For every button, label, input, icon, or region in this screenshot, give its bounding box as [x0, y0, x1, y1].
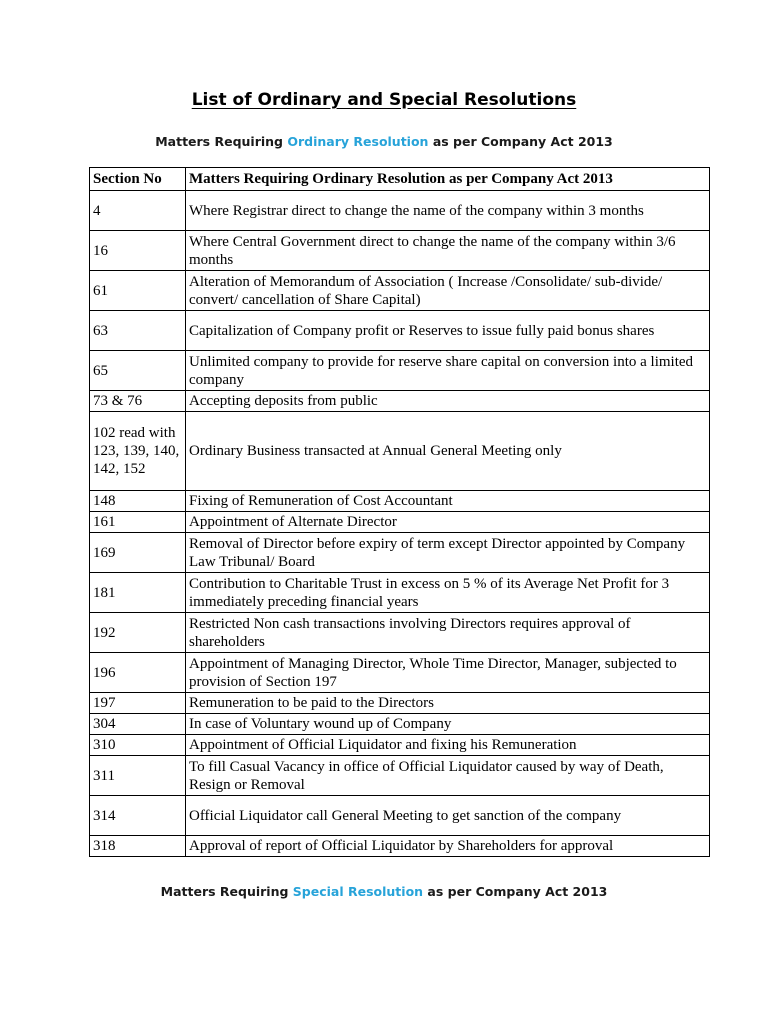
section-number-cell: 197 — [90, 693, 186, 714]
matter-cell: Ordinary Business transacted at Annual General Meeting only — [186, 412, 710, 491]
table-row — [90, 491, 710, 512]
table-row — [90, 412, 710, 491]
table-row — [90, 756, 710, 796]
matter-cell: Unlimited company to provide for reserve share capital on conversion into a limited company — [186, 351, 710, 391]
matter-cell: To fill Casual Vacancy in office of Official Liquidator caused by way of Death, Resign or Removal — [186, 756, 710, 796]
table-row — [90, 836, 710, 857]
section-number-cell: 314 — [90, 796, 186, 836]
matter-cell: Where Registrar direct to change the name of the company within 3 months — [186, 191, 710, 231]
table-row — [90, 533, 710, 573]
table-row — [90, 351, 710, 391]
section-number-cell: 73 & 76 — [90, 391, 186, 412]
heading-suffix: as per Company Act 2013 — [423, 884, 608, 899]
ordinary-resolution-heading — [0, 134, 768, 149]
matter-cell: Contribution to Charitable Trust in excess on 5 % of its Average Net Profit for 3 immediately preceding financial years — [186, 573, 710, 613]
matter-cell: Where Central Government direct to change the name of the company within 3/6 months — [186, 231, 710, 271]
page-title: List of Ordinary and Special Resolutions — [191, 90, 577, 110]
table-row — [90, 613, 710, 653]
column-header-matter: Matters Requiring Ordinary Resolution as per Company Act 2013 — [186, 168, 710, 191]
section-number-cell: 63 — [90, 311, 186, 351]
matter-cell: Restricted Non cash transactions involving Directors requires approval of shareholders — [186, 613, 710, 653]
section-number-cell: 65 — [90, 351, 186, 391]
section-number-cell: 61 — [90, 271, 186, 311]
matter-cell: Approval of report of Official Liquidator by Shareholders for approval — [186, 836, 710, 857]
table-row — [90, 735, 710, 756]
table-row — [90, 714, 710, 735]
table-row — [90, 271, 710, 311]
section-number-cell: 161 — [90, 512, 186, 533]
section-number-cell: 196 — [90, 653, 186, 693]
table-row — [90, 653, 710, 693]
section-number-cell: 304 — [90, 714, 186, 735]
column-header-section: Section No — [90, 168, 186, 191]
section-number-cell: 16 — [90, 231, 186, 271]
matter-cell: Accepting deposits from public — [186, 391, 710, 412]
table-row — [90, 311, 710, 351]
matter-cell: Appointment of Alternate Director — [186, 512, 710, 533]
section-number-cell: 318 — [90, 836, 186, 857]
table-row — [90, 191, 710, 231]
ordinary-resolution-table — [89, 167, 710, 857]
matter-cell: Fixing of Remuneration of Cost Accountant — [186, 491, 710, 512]
section-number-cell: 310 — [90, 735, 186, 756]
heading-highlight: Special Resolution — [292, 884, 424, 899]
section-number-cell: 169 — [90, 533, 186, 573]
special-resolution-heading — [0, 884, 768, 899]
section-number-cell: 148 — [90, 491, 186, 512]
table-row — [90, 693, 710, 714]
heading-suffix: as per Company Act 2013 — [428, 134, 613, 149]
matter-cell: Official Liquidator call General Meeting to get sanction of the company — [186, 796, 710, 836]
section-number-cell: 102 read with 123, 139, 140, 142, 152 — [90, 412, 186, 491]
heading-highlight: Ordinary Resolution — [287, 134, 429, 149]
table-row — [90, 796, 710, 836]
table-row — [90, 512, 710, 533]
section-number-cell: 192 — [90, 613, 186, 653]
table-row — [90, 573, 710, 613]
table-row — [90, 231, 710, 271]
matter-cell: Remuneration to be paid to the Directors — [186, 693, 710, 714]
matter-cell: Capitalization of Company profit or Reserves to issue fully paid bonus shares — [186, 311, 710, 351]
matter-cell: In case of Voluntary wound up of Company — [186, 714, 710, 735]
heading-prefix: Matters Requiring — [155, 134, 288, 149]
table-row — [90, 391, 710, 412]
matter-cell: Removal of Director before expiry of term except Director appointed by Company Law Tribunal/ Board — [186, 533, 710, 573]
matter-cell: Appointment of Managing Director, Whole Time Director, Manager, subjected to provision of Section 197 — [186, 653, 710, 693]
table-header-row — [90, 168, 710, 191]
section-number-cell: 181 — [90, 573, 186, 613]
section-number-cell: 4 — [90, 191, 186, 231]
section-number-cell: 311 — [90, 756, 186, 796]
heading-prefix: Matters Requiring — [160, 884, 293, 899]
matter-cell: Alteration of Memorandum of Association ( Increase /Consolidate/ sub-divide/ convert/ cancellation of Share Capital) — [186, 271, 710, 311]
matter-cell: Appointment of Official Liquidator and fixing his Remuneration — [186, 735, 710, 756]
